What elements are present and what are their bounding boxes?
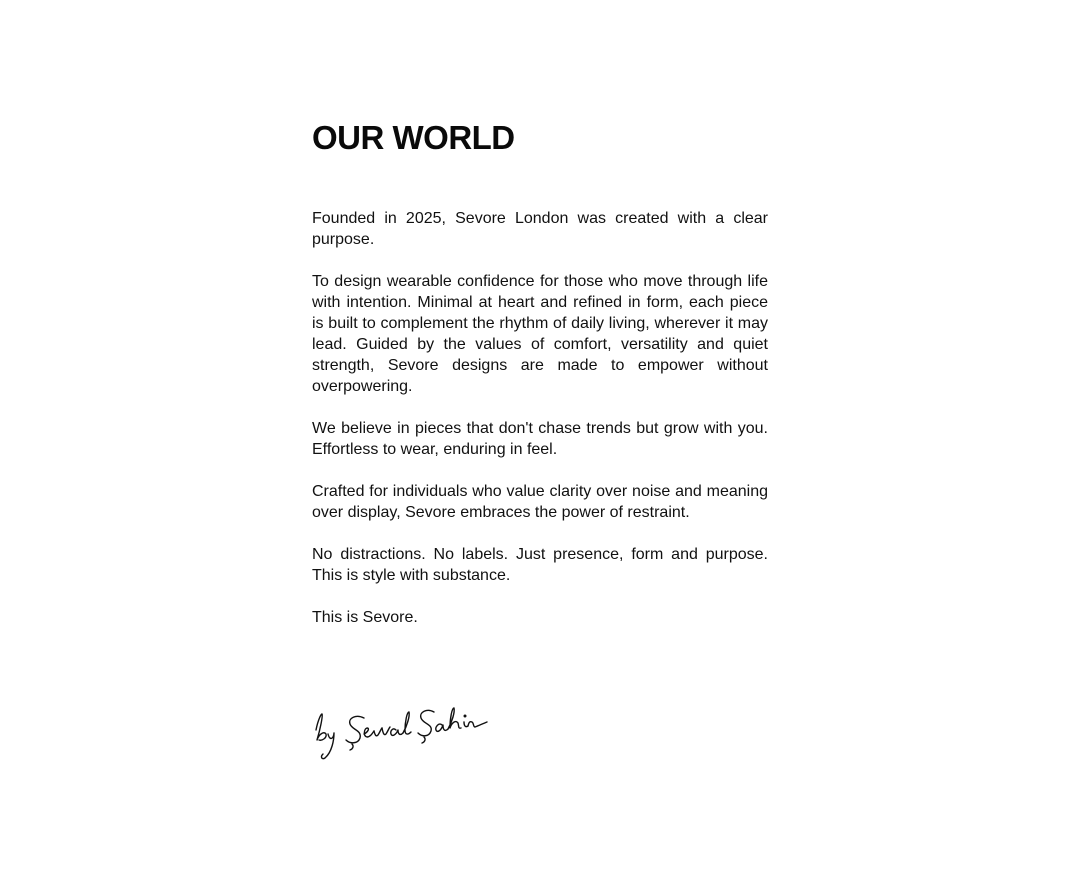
paragraph-founded: Founded in 2025, Sevore London was created with a clear purpose. [312,210,768,248]
handwritten-signature [312,700,532,764]
paragraph-purpose: To design wearable confidence for those who move through life with intention. Minimal at heart and refined in form, each piece is built to complement the rhythm of daily living, wherever it may lead. Guided by the values of comfort, versatility and quiet strength, Sevore designs are made to empower without overpowering. [312,273,768,395]
paragraph-crafted: Crafted for individuals who value clarity over noise and meaning over display, Sevore embraces the power of restraint. [312,483,768,521]
content-column [312,118,768,626]
body-text [312,208,768,649]
paragraph-no-distractions: No distractions. No labels. Just presence, form and purpose. This is style with substance. [312,546,768,584]
page-title: OUR WORLD [312,119,515,156]
paragraph-closing: This is Sevore. [312,609,418,626]
paragraph-belief: We believe in pieces that don't chase trends but grow with you. Effortless to wear, enduring in feel. [312,420,768,458]
